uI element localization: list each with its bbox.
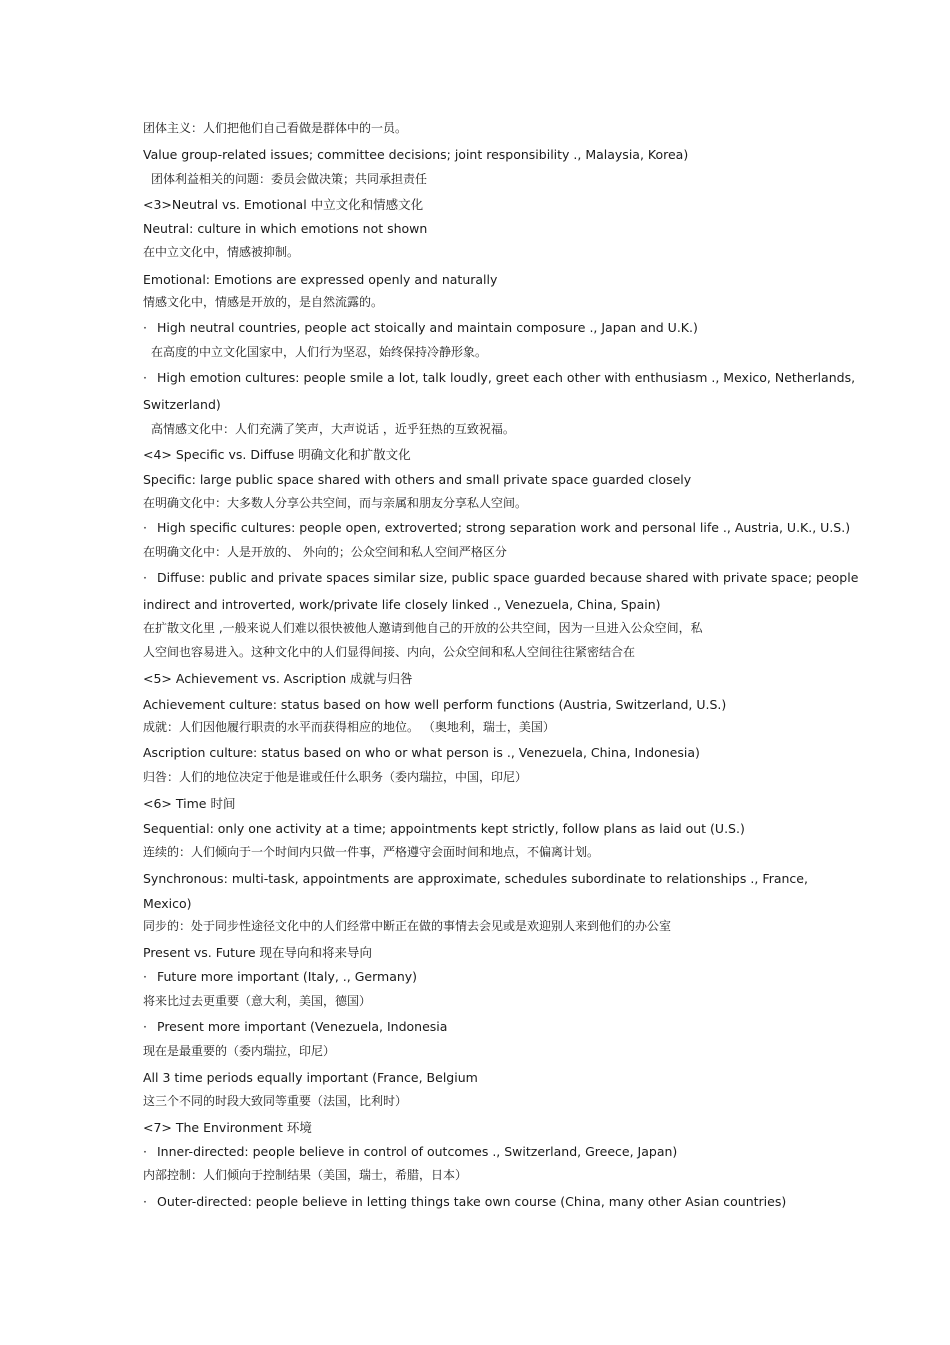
bullet-text: Present more important (Venezuela, Indonesia: [157, 1019, 448, 1034]
text-line: Ascription culture: status based on who or what person is ., Venezuela, China, Indonesia): [143, 745, 700, 760]
bullet-item: [143, 1019, 447, 1035]
text-line: 将来比过去更重要（意大利，美国，德国）: [143, 994, 372, 1008]
text-line: 归咎：人们的地位决定于他是谁或任什么职务（委内瑞拉，中国，印尼）: [143, 770, 528, 784]
bullet-marker: ·: [143, 1144, 147, 1159]
bullet-item: [143, 1194, 786, 1210]
bullet-marker: ·: [143, 570, 147, 585]
bullet-item: [143, 320, 698, 336]
text-line: 在明确文化中：人是开放的、 外向的；公众空间和私人空间严格区分: [143, 545, 507, 559]
section-heading: <4> Specific vs. Diffuse 明确文化和扩散文化: [143, 447, 411, 462]
text-line: 情感文化中，情感是开放的，是自然流露的。: [143, 295, 384, 309]
bullet-item: [143, 969, 417, 985]
bullet-text: High neutral countries, people act stoically and maintain composure ., Japan and U.K.): [157, 320, 698, 335]
text-line: Value group-related issues; committee decisions; joint responsibility ., Malaysia, Korea): [143, 147, 689, 162]
bullet-marker: ·: [143, 320, 147, 335]
bullet-marker: ·: [143, 520, 147, 535]
bullet-marker: ·: [143, 1019, 147, 1034]
text-line: 在扩散文化里 ,一般来说人们难以很快被他人邀请到他自己的开放的公共空间，因为一旦进入公众空间，私: [143, 621, 703, 635]
text-line: Specific: large public space shared with others and small private space guarded closely: [143, 472, 692, 487]
text-line: Achievement culture: status based on how well perform functions (Austria, Switzerland, U.S.): [143, 697, 727, 712]
section-heading: <5> Achievement vs. Ascription 成就与归咎: [143, 671, 413, 686]
section-heading: Present vs. Future 现在导向和将来导向: [143, 945, 373, 960]
text-line: 在中立文化中，情感被抑制。: [143, 245, 300, 259]
bullet-text: Diffuse: public and private spaces similar size, public space guarded because shared with private space; people: [157, 570, 859, 585]
word: multi-task,: [231, 871, 299, 886]
text-line: indirect and introverted, work/private life closely linked ., Venezuela, China, Spain): [143, 597, 661, 612]
text-line: 现在是最重要的（委内瑞拉，印尼）: [143, 1044, 336, 1058]
word: .,: [750, 871, 759, 886]
bullet-item: [143, 570, 858, 586]
text-line: 在高度的中立文化国家中，人们行为坚忍，始终保持冷静形象。: [151, 345, 488, 359]
text-line: Emotional: Emotions are expressed openly and naturally: [143, 272, 498, 287]
bullet-item: [143, 1144, 677, 1160]
text-line: All 3 time periods equally important (France, Belgium: [143, 1070, 478, 1085]
bullet-text: High specific cultures: people open, extroverted; strong separation work and personal life ., Austria, U.K., U.S.): [157, 520, 851, 535]
bullet-item: [143, 370, 855, 386]
bullet-marker: ·: [143, 969, 147, 984]
word: approximate,: [417, 871, 501, 886]
text-line: Switzerland): [143, 397, 221, 412]
word: are: [393, 871, 414, 886]
text-line: 成就：人们因他履行职责的水平而获得相应的地位。 （奥地利，瑞士，美国）: [143, 720, 555, 734]
text-line: 团体利益相关的问题：委员会做决策；共同承担责任: [151, 172, 428, 186]
bullet-item: [143, 520, 850, 536]
text-line: 在明确文化中：大多数人分享公共空间，而与亲属和朋友分享私人空间。: [143, 496, 528, 510]
word: appointments: [302, 871, 390, 886]
word: relationships: [666, 871, 747, 886]
word: schedules: [504, 871, 568, 886]
bullet-marker: ·: [143, 370, 147, 385]
section-heading: <6> Time 时间: [143, 796, 236, 811]
text-line: 人空间也容易进入。这种文化中的人们显得间接、内向，公众空间和私人空间往往紧密结合在: [143, 645, 636, 659]
text-line: Sequential: only one activity at a time; appointments kept strictly, follow plans as laid out (U.S.): [143, 821, 745, 836]
text-line: 内部控制：人们倾向于控制结果（美国，瑞士，希腊，日本）: [143, 1168, 468, 1182]
word: to: [649, 871, 663, 886]
text-line: 团体主义：人们把他们自己看做是群体中的一员。: [143, 121, 408, 135]
text-line: 高情感文化中：人们充满了笑声，大声说话 ，近乎狂热的互致祝福。: [151, 422, 515, 436]
text-line: 这三个不同的时段大致同等重要（法国，比利时）: [143, 1094, 408, 1108]
justified-line: [143, 871, 808, 887]
bullet-text: High emotion cultures: people smile a lot, talk loudly, greet each other with enthusiasm ., Mexico, Netherlands,: [157, 370, 856, 385]
section-heading: <7> The Environment 环境: [143, 1120, 312, 1135]
text-line: Mexico): [143, 896, 192, 911]
bullet-marker: ·: [143, 1194, 147, 1209]
text-line: Neutral: culture in which emotions not shown: [143, 221, 428, 236]
text-line: 同步的：处于同步性途径文化中的人们经常中断正在做的事情去会见或是欢迎别人来到他们的办公室: [143, 919, 672, 933]
bullet-text: Inner-directed: people believe in control of outcomes ., Switzerland, Greece, Japan): [157, 1144, 678, 1159]
word: France,: [762, 871, 808, 886]
section-heading: <3>Neutral vs. Emotional 中立文化和情感文化: [143, 197, 424, 212]
bullet-text: Outer-directed: people believe in letting things take own course (China, many other Asian countries): [157, 1194, 787, 1209]
word: Synchronous:: [143, 871, 228, 886]
text-line: 连续的：人们倾向于一个时间内只做一件事，严格遵守会面时间和地点，不偏离计划。: [143, 845, 600, 859]
bullet-text: Future more important (Italy, ., Germany): [157, 969, 418, 984]
word: subordinate: [571, 871, 646, 886]
